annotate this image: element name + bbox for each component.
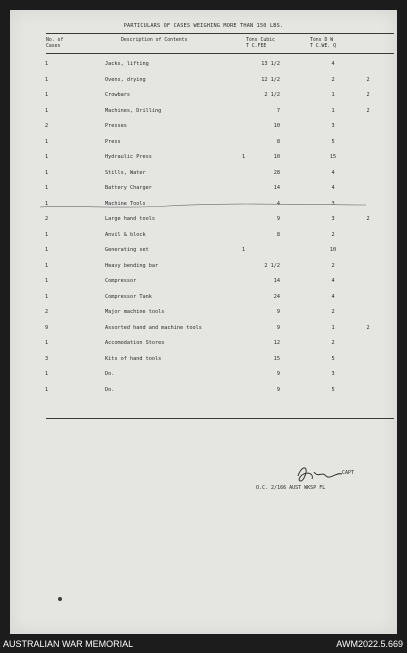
cell-tons-dw: 4 xyxy=(331,185,335,191)
cell-description: Anvil & block xyxy=(105,231,146,238)
cell-description: Heavy bending bar xyxy=(105,262,159,269)
cell-tons-dw: 2 xyxy=(331,309,335,315)
cell-tons-cubic: 14 xyxy=(273,278,280,284)
cell-tons-cubic: 15 xyxy=(273,355,280,362)
cell-tons-cubic: 28 xyxy=(273,169,280,176)
cell-mark: 1 xyxy=(242,247,246,253)
cell-description: Press xyxy=(105,138,121,145)
cell-description: Assorted hand and machine tools xyxy=(105,324,202,331)
cell-tons-cubic: 14 xyxy=(273,185,280,191)
header-tons-dw-line1: Tons D W xyxy=(310,38,334,43)
table-row xyxy=(10,77,397,91)
cell-tons-cubic: 9 xyxy=(276,309,280,315)
cell-description: Ovens, drying xyxy=(105,76,146,83)
cell-tons-cubic: 8 xyxy=(276,138,280,145)
cell-description: Machines, Drilling xyxy=(105,107,162,114)
cell-description: Compressor Tank xyxy=(105,293,152,300)
cell-description: Compressor xyxy=(105,278,137,284)
table-row xyxy=(10,356,397,370)
cell-q: 2 xyxy=(366,92,370,98)
table-end-line xyxy=(46,418,394,419)
cell-tons-dw: 2 xyxy=(331,231,335,238)
signature-unit: O.C. 2/166 AUST WKSP FL xyxy=(256,485,326,491)
cell-description: Presses xyxy=(105,123,127,129)
cell-tons-dw: 3 xyxy=(331,200,335,207)
table-row xyxy=(10,123,397,137)
table-row xyxy=(10,154,397,168)
cell-no-cases: 1 xyxy=(45,371,49,377)
cell-tons-cubic: 10 xyxy=(273,154,280,160)
cell-tons-dw: 2 xyxy=(331,262,335,269)
cell-description: Generating set xyxy=(105,247,149,253)
cell-no-cases: 1 xyxy=(45,61,49,67)
cell-tons-cubic: 2 1/2 xyxy=(264,262,280,269)
cell-tons-dw: 10 xyxy=(329,247,337,253)
cell-tons-cubic: 7 xyxy=(276,107,280,114)
document-title: PARTICULARS OF CASES WEIGHING MORE THAN 150 LBS. xyxy=(123,23,284,29)
cell-tons-cubic: 9 xyxy=(276,386,280,393)
footer-institution: AUSTRALIAN WAR MEMORIAL xyxy=(3,639,134,649)
cell-no-cases: 1 xyxy=(45,107,49,114)
header-no-cases xyxy=(46,38,63,50)
cell-tons-dw: 3 xyxy=(331,216,335,222)
cell-tons-dw: 5 xyxy=(331,386,335,393)
cell-tons-cubic: 2 1/2 xyxy=(264,92,280,98)
table-row xyxy=(10,139,397,153)
table-row xyxy=(10,340,397,354)
cell-no-cases: 3 xyxy=(45,355,49,362)
handwritten-strike-line xyxy=(38,200,368,212)
cell-description: Do. xyxy=(105,371,115,377)
cell-no-cases: 1 xyxy=(45,247,49,253)
cell-description: Major machine tools xyxy=(105,309,165,315)
cell-tons-dw: 5 xyxy=(331,355,335,362)
header-tons-dw xyxy=(310,38,336,50)
cell-tons-dw: 15 xyxy=(329,154,337,160)
header-tons-dw-line2: T C.WE. Q xyxy=(310,44,336,49)
cell-tons-dw: 4 xyxy=(331,61,335,67)
footer-reference: AWM2022.5.669 xyxy=(336,639,403,649)
cell-description: Kits of hand tools xyxy=(105,355,162,362)
cell-tons-dw: 5 xyxy=(331,138,335,145)
cell-tons-cubic: 9 xyxy=(276,371,280,377)
cell-no-cases: 1 xyxy=(45,169,49,176)
cell-no-cases: 1 xyxy=(45,340,49,346)
cell-q: 2 xyxy=(366,107,370,114)
cell-description: Large hand tools xyxy=(105,216,155,222)
table-row xyxy=(10,232,397,246)
table-row xyxy=(10,216,397,230)
cell-tons-dw: 4 xyxy=(331,293,335,300)
cell-no-cases: 1 xyxy=(45,262,49,269)
cell-no-cases: 2 xyxy=(45,216,49,222)
cell-no-cases: 1 xyxy=(45,92,49,98)
cell-description: Jacks, lifting xyxy=(105,61,149,67)
cell-tons-dw: 1 xyxy=(331,324,335,331)
table-row xyxy=(10,185,397,199)
cell-description: Hydraulic Press xyxy=(105,154,152,160)
table-row xyxy=(10,278,397,292)
cell-no-cases: 1 xyxy=(45,185,49,191)
table-row xyxy=(10,61,397,75)
cell-no-cases: 1 xyxy=(45,386,49,393)
cell-description: Crowbars xyxy=(105,92,130,98)
cell-description: Battery Charger xyxy=(105,185,152,191)
cell-no-cases: 1 xyxy=(45,231,49,238)
cell-tons-dw: 3 xyxy=(331,123,335,129)
cell-tons-cubic: 12 1/2 xyxy=(261,76,280,83)
cell-tons-cubic: 9 xyxy=(276,324,280,331)
table-row xyxy=(10,325,397,339)
cell-no-cases: 1 xyxy=(45,200,49,207)
cell-description: Do. xyxy=(105,386,115,393)
table-row xyxy=(10,309,397,323)
cell-tons-dw: 2 xyxy=(331,76,335,83)
table-row xyxy=(10,371,397,385)
cell-tons-cubic: 4 xyxy=(276,200,280,207)
header-underline xyxy=(46,53,394,54)
cell-no-cases: 1 xyxy=(45,293,49,300)
cell-tons-cubic: 13 1/2 xyxy=(261,61,280,67)
cell-no-cases: 1 xyxy=(45,138,49,145)
table-row xyxy=(10,387,397,401)
header-tons-cubic-line2: T C.FEE xyxy=(246,44,267,49)
cell-q: 2 xyxy=(366,216,370,222)
signature-rank: CAPT xyxy=(342,470,355,476)
cell-description: Accomodation Stores xyxy=(105,340,165,346)
header-tons-cubic xyxy=(246,38,275,50)
cell-no-cases: 1 xyxy=(45,154,49,160)
title-underline xyxy=(46,33,394,34)
header-no-cases-line2: Cases xyxy=(46,44,61,49)
table-row xyxy=(10,263,397,277)
cell-tons-cubic: 9 xyxy=(276,216,280,222)
cell-tons-dw: 1 xyxy=(331,107,335,114)
cell-q: 2 xyxy=(366,324,370,331)
cell-mark: 1 xyxy=(242,154,246,160)
header-tons-cubic-line1: Tons Cubic xyxy=(246,38,275,43)
cell-no-cases: 2 xyxy=(45,123,49,129)
table-row xyxy=(10,170,397,184)
cell-tons-cubic: 8 xyxy=(276,231,280,238)
cell-tons-dw: 3 xyxy=(331,371,335,377)
document-page xyxy=(10,10,397,634)
cell-description: Stills, Water xyxy=(105,169,146,176)
punch-hole xyxy=(58,597,62,601)
cell-q: 2 xyxy=(366,76,370,83)
cell-tons-cubic: 10 xyxy=(273,123,280,129)
table-row xyxy=(10,108,397,122)
cell-tons-dw: 2 xyxy=(331,340,335,346)
cell-no-cases: 1 xyxy=(45,278,49,284)
table-row xyxy=(10,247,397,261)
cell-no-cases: 1 xyxy=(45,76,49,83)
table-row xyxy=(10,92,397,106)
cell-tons-cubic: 12 xyxy=(273,340,280,346)
cell-tons-dw: 4 xyxy=(331,169,335,176)
header-no-cases-line1: No. of xyxy=(46,38,64,43)
cell-tons-dw: 1 xyxy=(331,92,335,98)
cell-no-cases: 9 xyxy=(45,324,49,331)
header-description: Description of Contents xyxy=(121,38,188,43)
cell-no-cases: 2 xyxy=(45,309,49,315)
cell-description: Machine Tools xyxy=(105,200,146,207)
table-row xyxy=(10,294,397,308)
cell-tons-dw: 4 xyxy=(331,278,335,284)
cell-tons-cubic: 24 xyxy=(273,293,280,300)
